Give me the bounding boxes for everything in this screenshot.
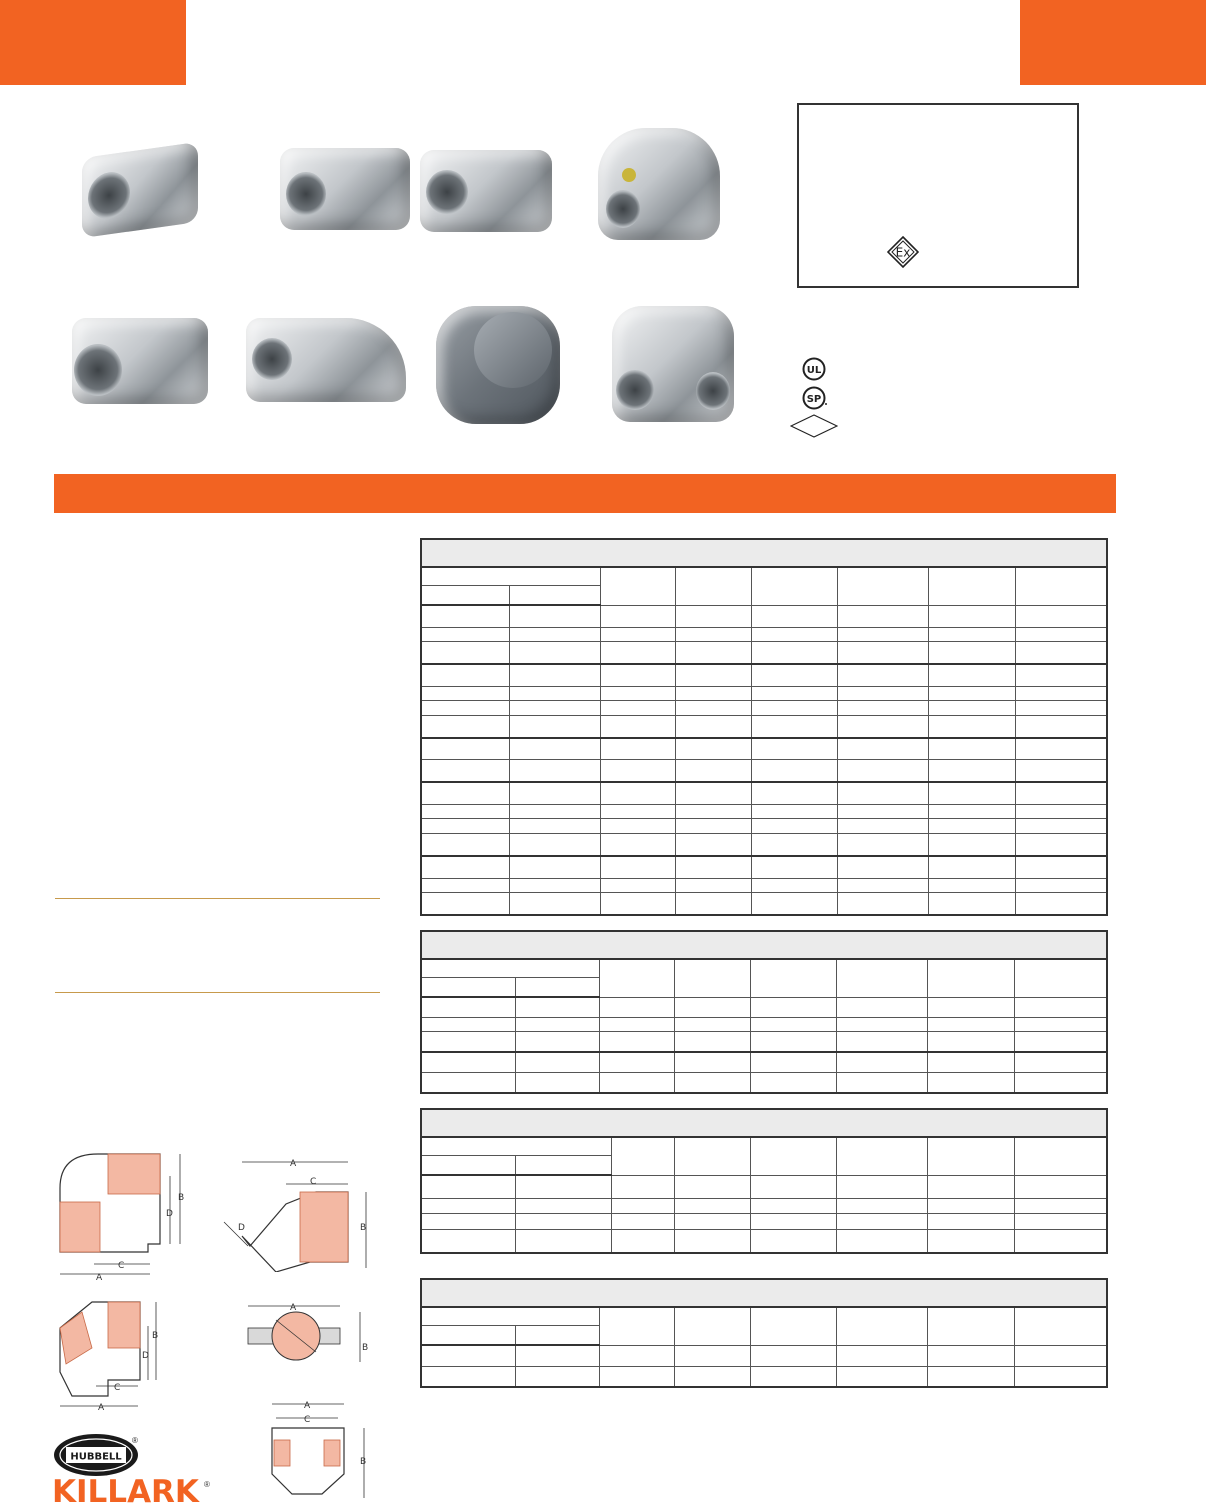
svg-text:C: C	[310, 1177, 317, 1187]
svg-text:A: A	[290, 1303, 297, 1313]
diamond-icon	[790, 414, 838, 438]
svg-text:C: C	[304, 1415, 311, 1425]
drawing-45-elbow-male	[220, 1150, 380, 1272]
ul-listed-icon	[802, 357, 826, 381]
spec-table-3	[420, 1108, 1108, 1254]
drawing-y-fitting	[262, 1398, 382, 1502]
svg-text:D: D	[238, 1223, 245, 1233]
grease-fitting-icon	[622, 168, 636, 182]
product-photo-45-elbow-male-female	[280, 148, 410, 230]
divider-line-2	[55, 992, 380, 993]
csa-certified-icon	[802, 385, 828, 411]
section-bar	[54, 474, 1116, 513]
drawing-45-elbow-female	[52, 1294, 168, 1412]
divider-line-1	[55, 898, 380, 899]
svg-text:D: D	[142, 1351, 149, 1361]
svg-text:Ex: Ex	[895, 245, 911, 260]
svg-text:SP: SP	[806, 394, 822, 405]
killark-registered-mark: ®	[204, 1480, 210, 1489]
spec-table-2	[420, 930, 1108, 1094]
svg-text:B: B	[360, 1223, 367, 1233]
svg-text:A: A	[304, 1401, 311, 1411]
hubbell-logo-icon	[52, 1432, 140, 1478]
drawing-90-elbow	[50, 1148, 190, 1284]
svg-text:C: C	[118, 1261, 125, 1271]
drawing-capped-elbow	[240, 1296, 380, 1372]
product-photo-90-elbow-male-female	[420, 150, 552, 232]
svg-text:HUBBELL: HUBBELL	[70, 1451, 122, 1463]
product-photo-capped-elbow	[436, 306, 560, 424]
header-tab-left	[0, 0, 186, 85]
certification-box	[797, 103, 1079, 288]
product-photo-pulling-elbow	[598, 128, 720, 240]
killark-logo: KILLARK	[52, 1474, 199, 1510]
svg-text:B: B	[362, 1343, 369, 1353]
svg-text:B: B	[360, 1457, 367, 1467]
svg-text:B: B	[178, 1193, 185, 1203]
svg-text:A: A	[290, 1159, 297, 1169]
ex-mark-icon	[887, 236, 919, 268]
svg-text:A: A	[98, 1403, 105, 1412]
svg-text:C: C	[114, 1383, 121, 1393]
spec-table-1	[420, 538, 1108, 916]
header-tab-right	[1020, 0, 1206, 85]
product-photo-y-fitting	[612, 306, 734, 422]
svg-text:UL: UL	[806, 365, 822, 376]
product-photo-45-elbow-female	[82, 142, 198, 238]
product-photo-90-elbow-male	[72, 318, 208, 404]
registered-mark: ®	[132, 1436, 138, 1445]
spec-table-4	[420, 1278, 1108, 1388]
svg-text:D: D	[166, 1209, 173, 1219]
svg-text:A: A	[96, 1273, 103, 1283]
svg-text:B: B	[152, 1331, 159, 1341]
product-photo-90-long-elbow	[246, 318, 406, 402]
